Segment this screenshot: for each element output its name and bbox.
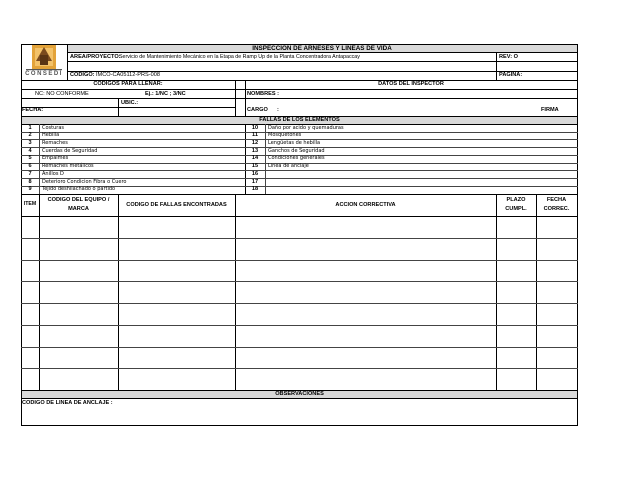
table-row[interactable]: [21, 303, 578, 325]
table-row[interactable]: [21, 260, 578, 282]
falla-right-number: 11: [252, 132, 258, 139]
cargo-colon: :: [277, 107, 279, 113]
falla-left-number: 8: [28, 178, 32, 185]
codigo-label: CODIGO:: [70, 72, 95, 78]
falla-left-text: Remaches metálicos: [42, 163, 94, 170]
nc-label: NC: NO CONFORME: [35, 91, 89, 97]
falla-left-number: 6: [28, 163, 32, 170]
col-fecha-line2: CORREC.: [543, 206, 570, 212]
falla-right-text: Lengüetas de hebilla: [268, 140, 321, 146]
falla-left-text: Empalmes: [42, 155, 69, 162]
falla-right-text: Condiciones generales: [268, 155, 325, 162]
table-row[interactable]: [21, 368, 578, 390]
fecha-label: FECHA:: [22, 107, 44, 113]
table-row[interactable]: [21, 281, 578, 303]
falla-right-number: 18: [251, 186, 259, 193]
falla-left-number: 7: [28, 170, 32, 177]
falla-left-number: 3: [28, 140, 32, 146]
nombres-label: NOMBRES :: [247, 91, 280, 97]
area-value: Servicio de Mantenimiento Mecánico en la Etapa de Ramp Up de la Planta Concentradora Antapaccay: [119, 54, 360, 60]
col-fecha-line1: FECHA: [546, 197, 567, 203]
falla-right-number: 10: [251, 124, 259, 131]
falla-right-text: Ganchos de Seguridad: [268, 147, 325, 154]
pagina-label: PAGINA:: [499, 72, 523, 78]
col-item: ITEM: [23, 201, 37, 207]
inspector-title: DATOS DEL INSPECTOR: [378, 81, 444, 87]
falla-left-text: Remaches: [42, 140, 68, 146]
rev-label: REV: O: [499, 54, 518, 60]
col-fallas: CODIGO DE FALLAS ENCONTRADAS: [126, 202, 227, 208]
falla-left-number: 5: [28, 155, 32, 162]
codigo-linea-label: CODIGO DE LINEA DE ANCLAJE :: [22, 400, 113, 406]
col-codigo-line2: MARCA: [68, 206, 89, 212]
falla-right-number: 12: [251, 140, 259, 146]
falla-left-text: Cuerdas de Seguridad: [42, 147, 98, 154]
table-row[interactable]: [21, 347, 578, 369]
area-label: AREA/PROYECTO:: [70, 54, 121, 60]
falla-left-text: Anillos D: [42, 170, 64, 177]
firma-label: FIRMA: [541, 107, 559, 113]
falla-left-text: Tejido deshilachado o partido: [42, 186, 116, 193]
table-row[interactable]: [21, 238, 578, 260]
falla-right-text: Linea de anclaje: [268, 163, 309, 170]
col-plazo-line1: PLAZO: [506, 197, 526, 203]
falla-right-text: Mosquetones: [268, 132, 302, 139]
col-codigo-line1: CODIGO DEL EQUIPO /: [47, 197, 110, 203]
falla-left-number: 2: [28, 132, 32, 139]
falla-left-number: 9: [28, 186, 32, 193]
falla-right-number: 15: [251, 163, 259, 170]
falla-left-text: Deterioro Condicion Fibra o Cuero: [42, 178, 127, 185]
col-accion: ACCION CORRECTIVA: [335, 202, 396, 208]
falla-right-number: 16: [251, 170, 259, 177]
codigos-title: CODIGOS PARA LLENAR:: [93, 81, 163, 87]
falla-right-text: Daño por acido y quemaduras: [268, 124, 344, 131]
cargo-label: CARGO: [247, 107, 268, 113]
codigo-value: IMCO-CA05112-PRS-008: [96, 72, 160, 78]
falla-left-text: Costuras: [42, 124, 65, 131]
ubic-label: UBIC.:: [121, 100, 139, 106]
col-plazo-line2: CUMPL.: [505, 206, 527, 212]
form-title: INSPECCION DE ARNESES Y LINEAS DE VIDA: [252, 44, 392, 52]
falla-left-number: 1: [28, 124, 32, 131]
observaciones-title: OBSERVACIONES: [275, 391, 324, 397]
company-logo: [22, 43, 66, 79]
table-row[interactable]: [21, 216, 578, 238]
falla-right-number: 14: [251, 155, 259, 162]
logo-text: CONSEDI: [25, 71, 63, 77]
fallas-title: FALLAS DE LOS ELEMENTOS: [259, 117, 340, 123]
table-row[interactable]: [21, 325, 578, 347]
falla-right-number: 17: [251, 178, 259, 185]
ej-label: Ej.: 1/NC ; 3/NC: [145, 91, 186, 97]
falla-left-text: Hebilla: [42, 132, 60, 139]
falla-left-number: 4: [28, 147, 32, 154]
falla-right-number: 13: [251, 147, 259, 154]
